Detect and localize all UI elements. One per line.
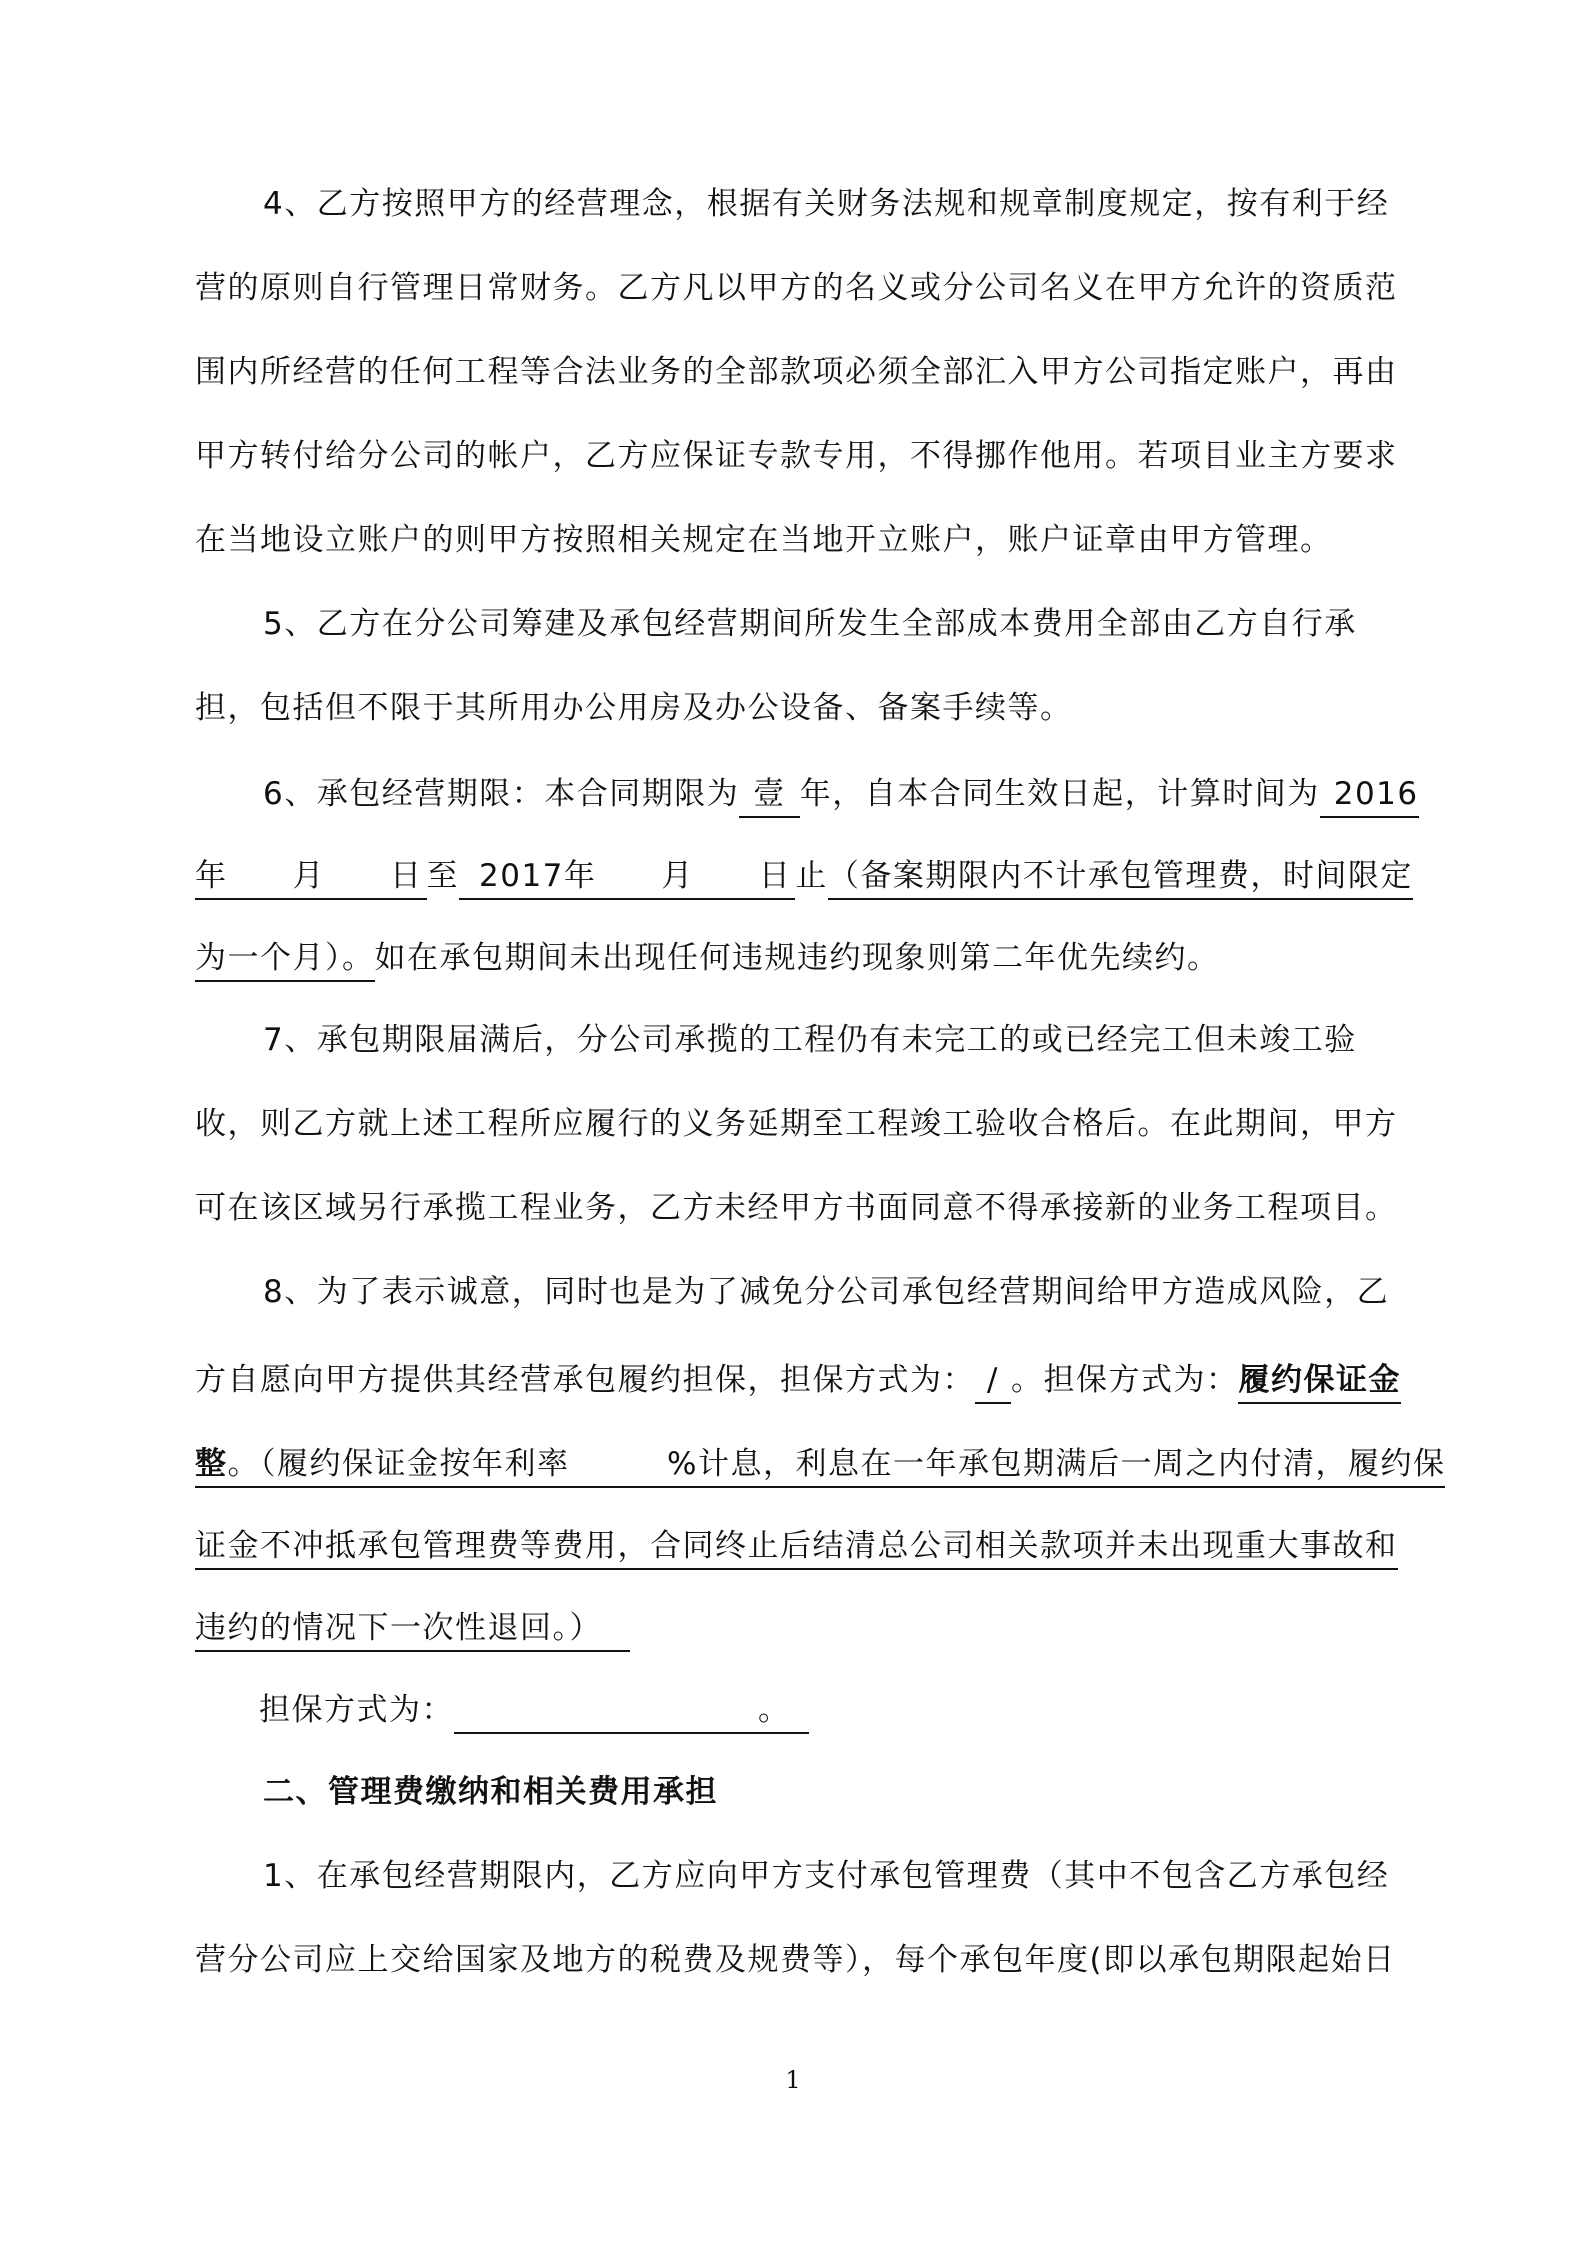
clause-4-line-5: 在当地设立账户的则甲方按照相关规定在当地开立账户，账户证章由甲方管理。 xyxy=(195,522,1333,558)
clause-6-term-mid: 年，自本合同生效日起，计算时间为 xyxy=(799,776,1320,812)
clause-6-term-label: 6、承包经营期限：本合同期限为 xyxy=(263,776,740,812)
clause-7-line-1: 7、承包期限届满后，分公司承揽的工程仍有未完工的或已经完工但未竣工验 xyxy=(263,1022,1357,1058)
clause-5-line-1: 5、乙方在分公司筹建及承包经营期间所发生全部成本费用全部由乙方自行承 xyxy=(263,606,1357,642)
renewal-text: 如在承包期间未出现任何违规违约现象则第二年优先续约。 xyxy=(374,940,1220,976)
clause-5-line-2: 担，包括但不限于其所用办公用房及办公设备、备案手续等。 xyxy=(195,690,1073,726)
clause-8-line-3 xyxy=(195,1440,1445,1488)
end-date-blank: 2017年 月 日 xyxy=(459,854,795,900)
clause-6-line-3 xyxy=(195,934,1220,982)
filing-period-note-end: 为一个月）。 xyxy=(195,936,375,982)
date-stop: 止 xyxy=(795,858,828,894)
performance-bond-label: 履约保证金 xyxy=(1238,1358,1401,1404)
guarantee-method-blank-2: 。 xyxy=(454,1688,809,1734)
bond-interest-terms: 。（履约保证金按年利率 %计息，利息在一年承包期满后一周之内付清，履约保 xyxy=(228,1442,1446,1488)
bond-refund-terms: 证金不冲抵承包管理费等费用，合同终止后结清总公司相关款项并未出现重大事故和 xyxy=(195,1524,1398,1570)
clause-6-line-1 xyxy=(263,770,1419,818)
clause-8-line-4 xyxy=(195,1522,1398,1570)
guarantee-method-label: 。担保方式为： xyxy=(1010,1362,1239,1398)
page-number: 1 xyxy=(785,2066,801,2094)
section-2-heading: 二、管理费缴纳和相关费用承担 xyxy=(263,1774,718,1810)
clause-6-line-2 xyxy=(195,852,1413,900)
start-date-blank: 年 月 日 xyxy=(195,854,427,900)
clause-8-line-2 xyxy=(195,1356,1401,1404)
clause-7-line-3: 可在该区域另行承揽工程业务，乙方未经甲方书面同意不得承接新的业务工程项目。 xyxy=(195,1190,1398,1226)
bond-whole-label: 整 xyxy=(195,1442,228,1488)
start-year-blank: 2016 xyxy=(1320,772,1419,818)
guarantee-method-blank: / xyxy=(975,1358,1011,1404)
clause-4-line-3: 围内所经营的任何工程等合法业务的全部款项必须全部汇入甲方公司指定账户，再由 xyxy=(195,354,1398,390)
guarantee-method-line xyxy=(259,1686,809,1734)
bond-refund-terms-end: 违约的情况下一次性退回。） xyxy=(195,1606,630,1652)
filing-period-note: （备案期限内不计承包管理费，时间限定 xyxy=(828,854,1413,900)
section-2-clause-1-line-2: 营分公司应上交给国家及地方的税费及规费等），每个承包年度(即以承包期限起始日 xyxy=(195,1942,1396,1978)
guarantee-method-label-2: 担保方式为： xyxy=(259,1692,454,1728)
clause-4-line-2: 营的原则自行管理日常财务。乙方凡以甲方的名义或分公司名义在甲方允许的资质范 xyxy=(195,270,1398,306)
guarantee-intro: 方自愿向甲方提供其经营承包履约担保，担保方式为： xyxy=(195,1362,975,1398)
clause-8-line-1: 8、为了表示诚意，同时也是为了减免分公司承包经营期间给甲方造成风险，乙 xyxy=(263,1274,1390,1310)
clause-8-line-5 xyxy=(195,1604,630,1652)
clause-7-line-2: 收，则乙方就上述工程所应履行的义务延期至工程竣工验收合格后。在此期间，甲方 xyxy=(195,1106,1398,1142)
date-to: 至 xyxy=(426,858,459,894)
clause-4-line-1: 4、乙方按照甲方的经营理念，根据有关财务法规和规章制度规定，按有利于经 xyxy=(263,186,1390,222)
clause-4-line-4: 甲方转付给分公司的帐户，乙方应保证专款专用，不得挪作他用。若项目业主方要求 xyxy=(195,438,1398,474)
section-2-clause-1-line-1: 1、在承包经营期限内，乙方应向甲方支付承包管理费（其中不包含乙方承包经 xyxy=(263,1858,1390,1894)
term-years-blank: 壹 xyxy=(739,772,800,818)
